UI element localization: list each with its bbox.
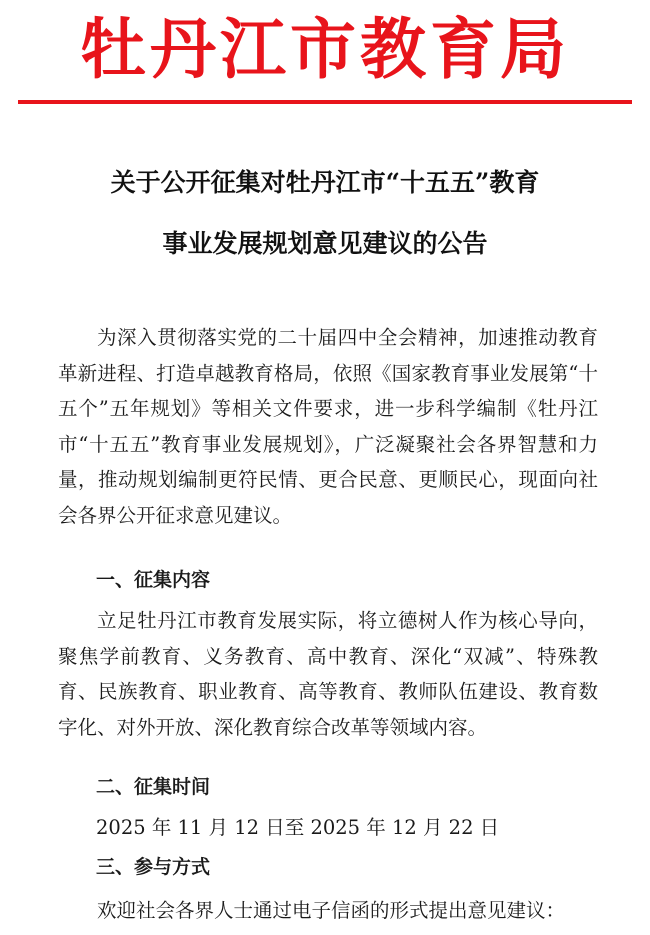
participation-method-text: 欢迎社会各界人士通过电子信函的形式提出意见建议：	[97, 899, 566, 922]
masthead-org-name: 牡丹江市教育局	[80, 10, 570, 88]
collection-period-text: 2025 年 11 月 12 日至 2025 年 12 月 22 日	[96, 816, 500, 839]
section-heading-time: 二、征集时间	[96, 776, 211, 798]
masthead-red-rule	[18, 100, 632, 104]
announcement-title-line-1: 关于公开征集对牡丹江市“十五五”教育	[110, 168, 540, 197]
announcement-title-line-2: 事业发展规划意见建议的公告	[162, 229, 488, 258]
section-content-paragraph: 立足牡丹江市教育发展实际，将立德树人作为核心导向，聚焦学前教育、义务教育、高中教育、深化“双减”、特殊教育、民族教育、职业教育、高等教育、教师队伍建设、教育数字化、对外开放、深化教育综合改革等领域内容。	[58, 609, 598, 739]
section-heading-content: 一、征集内容	[96, 569, 211, 591]
intro-paragraph: 为深入贯彻落实党的二十届四中全会精神，加速推动教育革新进程、打造卓越教育格局，依照《国家教育事业发展第“十五个”五年规划》等相关文件要求，进一步科学编制《牡丹江市“十五五”教育事业发展规划》，广泛凝聚社会各界智慧和力量，推动规划编制更符民情、更合民意、更顺民心，现面向社会各界公开征求意见建议。	[58, 326, 598, 527]
section-heading-method: 三、参与方式	[96, 856, 211, 878]
